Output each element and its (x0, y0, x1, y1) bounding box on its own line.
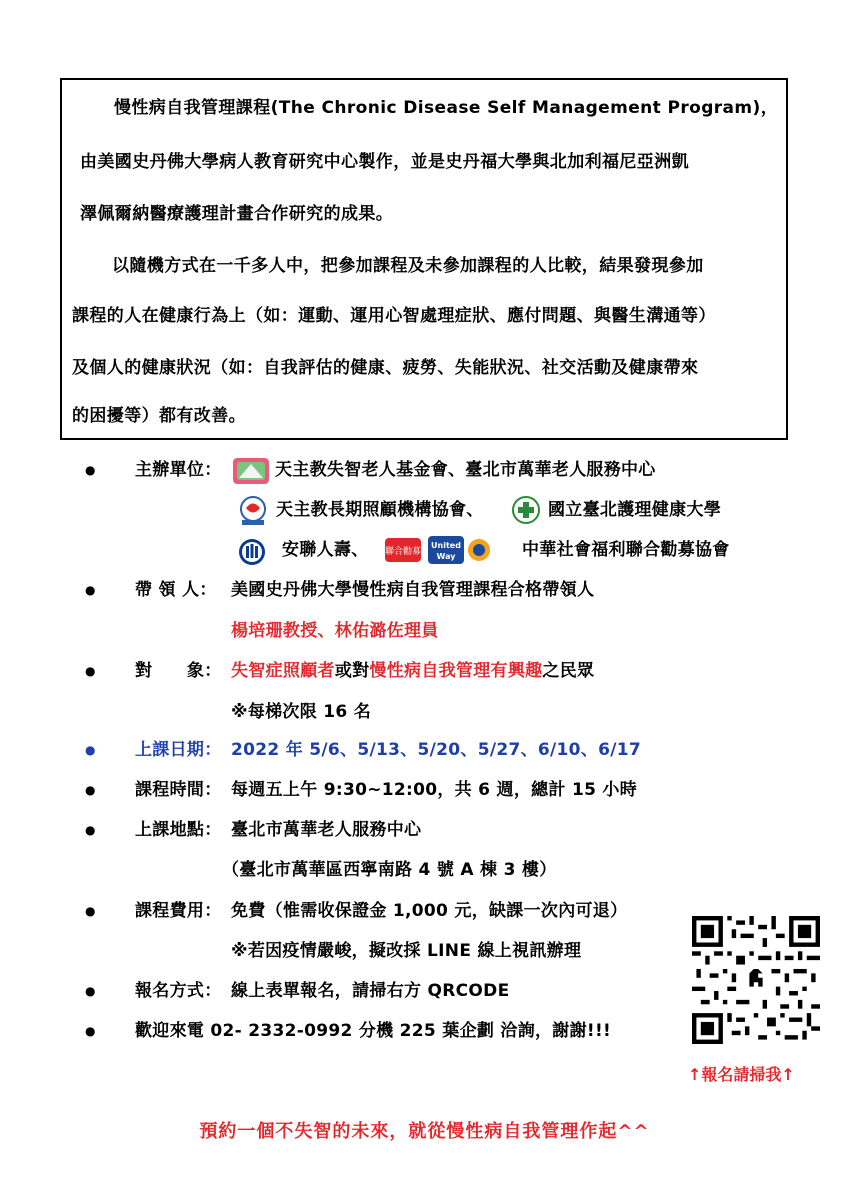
bullet-icon: ● (85, 743, 96, 757)
dates-value: 2022 年 5/6、5/13、5/20、5/27、6/10、6/17 (231, 740, 641, 760)
time-value: 每週五上午 9:30~12:00，共 6 週，總計 15 小時 (231, 780, 638, 800)
time-label: 課程時間： (135, 780, 222, 800)
intro-p1-line3: 澤佩爾納醫療護理計畫合作研究的成果。 (80, 204, 394, 224)
location-value: 臺北市萬華老人服務中心 (231, 820, 422, 840)
organizers-line2b: 國立臺北護理健康大學 (548, 500, 721, 520)
organizers-line2: 天主教長期照顧機構協會、 (276, 500, 484, 520)
audience-mid: 或對 (334, 661, 370, 681)
svg-text:United: United (431, 541, 461, 550)
bullet-icon: ● (85, 463, 96, 477)
lianhe-quanmu-logo (385, 538, 421, 562)
intro-p1-line2: 由美國史丹佛大學病人教育研究中心製作，並是史丹福大學與北加利福尼亞洲凱 (80, 152, 689, 172)
svg-text:聯合勸募: 聯合勸募 (385, 547, 421, 557)
intro-p2-line4: 的困擾等）都有改善。 (72, 406, 246, 426)
audience-label: 對 象： (135, 661, 222, 681)
bullet-icon: ● (85, 783, 96, 797)
organizers-line1: 天主教失智老人基金會、臺北市萬華老人服務中心 (275, 460, 656, 480)
bullet-icon: ● (85, 1024, 96, 1038)
bullet-icon: ● (85, 823, 96, 837)
fee-value: 免費（惟需收保證金 1,000 元，缺課一次內可退） (231, 901, 628, 921)
long-term-care-association-logo (236, 496, 270, 526)
intro-p1-line1: 慢性病自我管理課程(The Chronic Disease Self Management Program)， (114, 98, 779, 118)
organizers-line3a: 安聯人壽、 (282, 540, 369, 560)
signup-label: 報名方式： (135, 981, 222, 1001)
signup-value: 線上表單報名，請掃右方 QRCODE (231, 981, 510, 1001)
ntunhs-logo (512, 496, 540, 524)
location-label: 上課地點： (135, 820, 222, 840)
fee-note: ※若因疫情嚴峻，擬改採 LINE 線上視訊辦理 (231, 941, 582, 961)
leaders-label: 帶 領 人： (135, 580, 217, 600)
svg-text:Way: Way (436, 552, 456, 561)
bullet-icon: ● (85, 984, 96, 998)
footer-slogan: 預約一個不失智的未來，就從慢性病自我管理作起^^ (199, 1121, 650, 1142)
audience-limit: ※每梯次限 16 名 (231, 702, 372, 722)
bullet-icon: ● (85, 904, 96, 918)
location-address: （臺北市萬華區西寧南路 4 號 A 棟 3 樓） (222, 860, 557, 880)
audience-red1: 失智症照顧者 (231, 661, 335, 681)
dates-label: 上課日期： (135, 740, 222, 760)
allianz-logo (238, 538, 266, 566)
leaders-names: 楊培珊教授、林佑潞佐理員 (231, 621, 439, 641)
hand-logo (467, 538, 491, 562)
united-way-logo (428, 536, 464, 564)
intro-p2-line2: 課程的人在健康行為上（如：運動、運用心智處理症狀、應付問題、與醫生溝通等） (72, 306, 716, 326)
fee-label: 課程費用： (135, 901, 222, 921)
audience-value (231, 660, 594, 682)
contact-value: 歡迎來電 02- 2332-0992 分機 225 葉企劃 洽詢，謝謝!!! (135, 1021, 612, 1041)
catholic-dementia-foundation-logo (233, 458, 269, 484)
intro-p2-line3: 及個人的健康狀況（如：自我評估的健康、疲勞、失能狀況、社交活動及健康帶來 (72, 358, 699, 378)
organizers-line3b: 中華社會福利聯合勸募協會 (522, 540, 730, 560)
organizers-label: 主辦單位： (135, 460, 222, 480)
bullet-icon: ● (85, 583, 96, 597)
audience-red2: 慢性病自我管理有興趣 (369, 661, 543, 681)
audience-tail: 之民眾 (542, 661, 595, 681)
bullet-icon: ● (85, 664, 96, 678)
intro-p2-line1: 以隨機方式在一千多人中，把參加課程及未參加課程的人比較，結果發現參加 (112, 256, 704, 276)
leaders-value: 美國史丹佛大學慢性病自我管理課程合格帶領人 (231, 580, 595, 600)
scan-hint: ↑報名請掃我↑ (688, 1065, 795, 1084)
qr-code-icon[interactable] (692, 916, 820, 1044)
